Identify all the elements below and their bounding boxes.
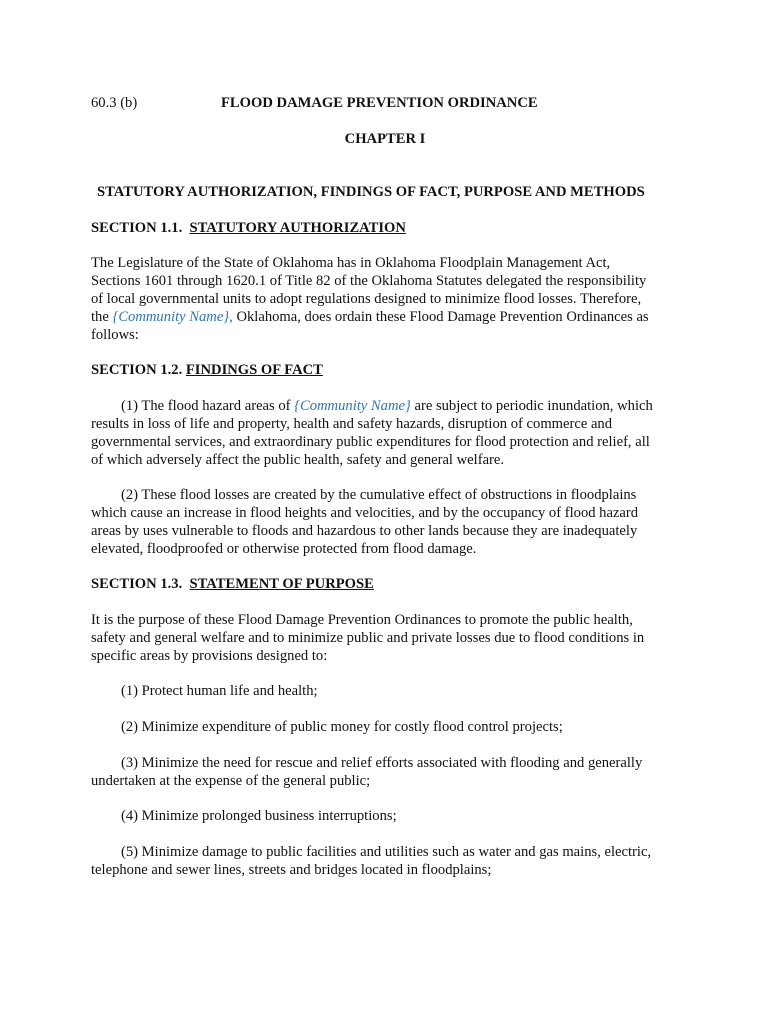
purpose-item-3 <box>91 754 683 790</box>
community-name-placeholder: {Community Name}, <box>112 309 233 325</box>
text-line <box>91 308 683 326</box>
purpose-item-5 <box>91 843 683 879</box>
text-line: of which adversely affect the public health, safety and general welfare. <box>91 452 505 468</box>
section-title: STATEMENT OF PURPOSE <box>189 576 374 592</box>
text-line: (3) Minimize the need for rescue and relief efforts associated with flooding and generally <box>121 755 643 771</box>
findings-paragraph-2 <box>91 486 683 558</box>
text-line: safety and general welfare and to minimize public and private losses due to flood conditions in <box>91 630 645 646</box>
purpose-item-2 <box>91 718 683 736</box>
purpose-item-1 <box>91 682 683 700</box>
section-1-2-heading <box>91 361 323 379</box>
text-line: elevated, floodproofed or otherwise protected from flood damage. <box>91 541 477 557</box>
text-line: telephone and sewer lines, streets and bridges located in floodplains; <box>91 862 492 878</box>
document-reference: 60.3 (b) <box>91 95 138 111</box>
chapter-heading: CHAPTER I <box>344 131 426 147</box>
text-line: Sections 1601 through 1620.1 of Title 82 of the Oklahoma Statutes delegated the responsibility <box>91 273 647 289</box>
text-line: It is the purpose of these Flood Damage Prevention Ordinances to promote the public health, <box>91 612 633 628</box>
text-line: The Legislature of the State of Oklahoma has in Oklahoma Floodplain Management Act, <box>91 255 611 271</box>
document-title: FLOOD DAMAGE PREVENTION ORDINANCE <box>221 95 538 111</box>
text-line: (5) Minimize damage to public facilities and utilities such as water and gas mains, electric, <box>121 844 652 860</box>
text-line: which cause an increase in flood heights and velocities, and by the occupancy of flood hazard <box>91 505 639 521</box>
text-line: undertaken at the expense of the general public; <box>91 773 371 789</box>
section-1-1-paragraph <box>91 254 683 344</box>
text-run: (1) The flood hazard areas of <box>121 398 295 414</box>
text-line: (4) Minimize prolonged business interruptions; <box>121 808 397 824</box>
community-name-placeholder: {Community Name} <box>294 398 411 414</box>
text-line: (2) Minimize expenditure of public money for costly flood control projects; <box>121 719 563 735</box>
findings-paragraph-1 <box>91 397 683 469</box>
section-1-1-heading <box>91 219 406 237</box>
text-run: Oklahoma, does ordain these Flood Damage Prevention Ordinances as <box>232 309 649 325</box>
text-line: governmental services, and extraordinary public expenditures for flood protection and relief, all <box>91 434 650 450</box>
text-line: of local governmental units to adopt regulations designed to minimize flood losses. Therefore, <box>91 291 642 307</box>
text-line: (1) Protect human life and health; <box>121 683 318 699</box>
text-run: the <box>91 309 113 325</box>
text-line: (2) These flood losses are created by the cumulative effect of obstructions in floodplains <box>121 487 637 503</box>
text-line <box>91 397 683 415</box>
section-title: FINDINGS OF FACT <box>185 362 323 378</box>
text-line: areas by uses vulnerable to floods and hazardous to other lands because they are inadequately <box>91 523 638 539</box>
section-1-3-heading <box>91 575 374 593</box>
chapter-subtitle: STATUTORY AUTHORIZATION, FINDINGS OF FACT, PURPOSE AND METHODS <box>97 184 645 200</box>
text-line: results in loss of life and property, health and safety hazards, disruption of commerce and <box>91 416 613 432</box>
text-line: follows: <box>91 327 139 343</box>
text-line: specific areas by provisions designed to: <box>91 648 328 664</box>
section-number: SECTION 1.3. <box>91 576 183 592</box>
section-title: STATUTORY AUTHORIZATION <box>189 220 406 236</box>
purpose-intro-paragraph <box>91 611 683 665</box>
text-run: are subject to periodic inundation, which <box>410 398 653 414</box>
section-number: SECTION 1.2. <box>91 362 183 378</box>
purpose-item-4 <box>91 807 683 825</box>
section-number: SECTION 1.1. <box>91 220 183 236</box>
